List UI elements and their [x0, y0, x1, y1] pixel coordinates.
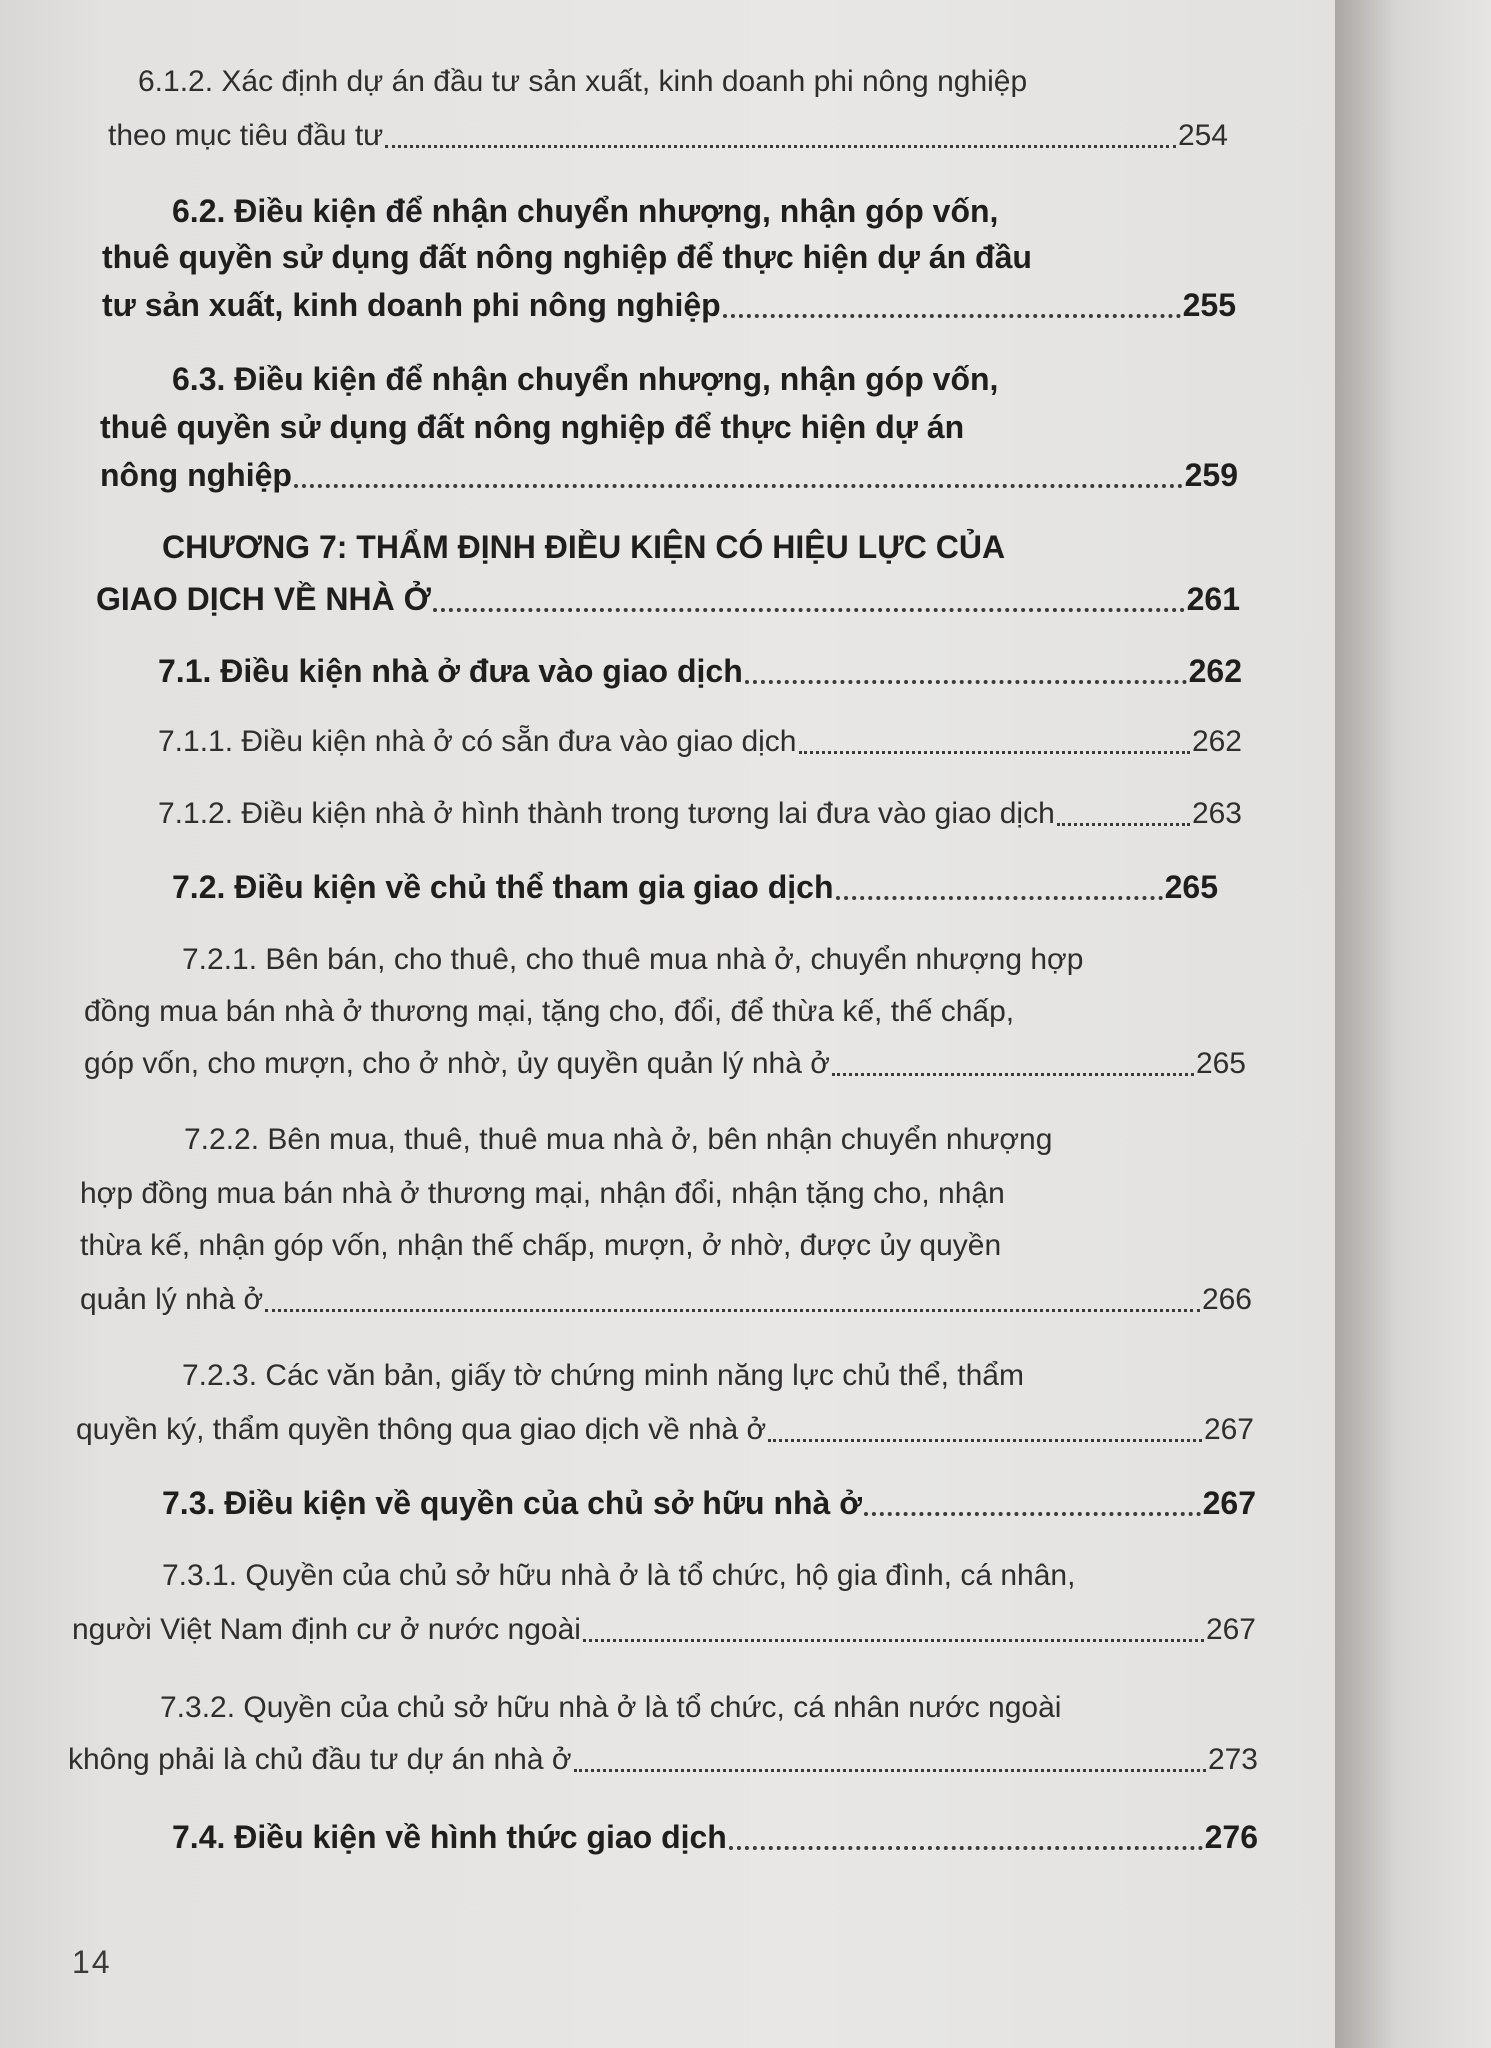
toc-entry-text: theo mục tiêu đầu tư	[108, 119, 384, 152]
dot-leader	[1057, 823, 1190, 826]
toc-entry-text: 6.3. Điều kiện để nhận chuyển nhượng, nhận góp vốn,	[172, 361, 999, 397]
dot-leader	[799, 751, 1190, 754]
toc-leader-line	[172, 866, 1218, 909]
toc-leader-line	[172, 1816, 1258, 1859]
toc-entry-text: góp vốn, cho mượn, cho ở nhờ, ủy quyền quản lý nhà ở	[84, 1047, 830, 1080]
toc-entry-text: 7.3. Điều kiện về quyền của chủ sở hữu nhà ở	[162, 1485, 862, 1521]
toc-leader-line	[72, 1610, 1256, 1651]
toc-page-number: 267	[1205, 1613, 1256, 1646]
toc-leader-line	[76, 1410, 1254, 1451]
toc-entry-text: 7.2.3. Các văn bản, giấy tờ chứng minh năng lực chủ thể, thẩm	[182, 1359, 1024, 1392]
toc-entry-text: thuê quyền sử dụng đất nông nghiệp để thực hiện dự án đầu	[102, 239, 1032, 275]
toc-page-number: 263	[1191, 797, 1242, 830]
toc-entry-text: người Việt Nam định cư ở nước ngoài	[72, 1613, 581, 1646]
dot-leader	[385, 145, 1176, 148]
toc-leader-line	[96, 578, 1240, 621]
toc-page-number: 273	[1207, 1743, 1258, 1776]
toc-leader-line	[158, 650, 1242, 693]
toc-leader-line	[80, 1280, 1252, 1321]
dot-leader	[832, 1073, 1194, 1076]
toc-page-number: 259	[1184, 457, 1238, 493]
toc-entry-text: 7.4. Điều kiện về hình thức giao dịch	[172, 1819, 727, 1855]
dot-leader	[433, 608, 1185, 612]
adjacent-page-edge	[1335, 0, 1491, 2048]
chapter-heading-text: CHƯƠNG 7: THẨM ĐỊNH ĐIỀU KIỆN CÓ HIỆU LỰC CỦA	[162, 529, 1006, 565]
toc-leader-line	[84, 1044, 1246, 1085]
toc-leader-line	[108, 116, 1228, 157]
toc-entry-text: 7.3.1. Quyền của chủ sở hữu nhà ở là tổ chức, hộ gia đình, cá nhân,	[162, 1559, 1076, 1592]
dot-leader	[729, 1846, 1203, 1850]
toc-leader-line	[68, 1740, 1258, 1781]
toc-entry-text: thuê quyền sử dụng đất nông nghiệp để thực hiện dự án	[100, 409, 965, 445]
dot-leader	[768, 1439, 1202, 1442]
toc-page-number: 262	[1191, 725, 1242, 758]
toc-page-number: 265	[1164, 869, 1218, 905]
toc-entry-text: 7.1. Điều kiện nhà ở đưa vào giao dịch	[158, 653, 743, 689]
toc-entry-text: 7.3.2. Quyền của chủ sở hữu nhà ở là tổ chức, cá nhân nước ngoài	[160, 1691, 1062, 1724]
toc-page-number: 265	[1195, 1047, 1246, 1080]
toc-leader-line	[102, 284, 1236, 327]
toc-page-number: 267	[1203, 1413, 1254, 1446]
toc-entry-text: 7.2.2. Bên mua, thuê, thuê mua nhà ở, bên nhận chuyển nhượng	[184, 1123, 1053, 1156]
toc-page-number: 255	[1182, 287, 1236, 323]
toc-entry-text: đồng mua bán nhà ở thương mại, tặng cho, đổi, để thừa kế, thế chấp,	[84, 995, 1015, 1028]
dot-leader	[723, 314, 1181, 318]
dot-leader	[574, 1769, 1206, 1772]
toc-leader-line	[158, 722, 1242, 763]
dot-leader	[583, 1639, 1204, 1642]
toc-leader-line	[100, 454, 1238, 497]
toc-entry-text: 7.2. Điều kiện về chủ thể tham gia giao dịch	[172, 869, 834, 905]
toc-entry-text: hợp đồng mua bán nhà ở thương mại, nhận đổi, nhận tặng cho, nhận	[80, 1177, 1005, 1210]
dot-leader	[265, 1309, 1200, 1312]
toc-leader-line	[162, 1482, 1256, 1525]
toc-page-number: 266	[1201, 1283, 1252, 1316]
toc-entry-text: 7.2.1. Bên bán, cho thuê, cho thuê mua nhà ở, chuyển nhượng hợp	[182, 943, 1084, 976]
chapter-heading-text: GIAO DỊCH VỀ NHÀ Ở	[96, 581, 431, 617]
toc-entry-text: 7.1.1. Điều kiện nhà ở có sẵn đưa vào giao dịch	[158, 725, 797, 758]
dot-leader	[836, 896, 1163, 900]
toc-page-number: 262	[1188, 653, 1242, 689]
page-number: 14	[72, 1944, 112, 1980]
toc-leader-line	[158, 794, 1242, 835]
dot-leader	[745, 680, 1187, 684]
toc-entry-text: quyền ký, thẩm quyền thông qua giao dịch về nhà ở	[76, 1413, 767, 1446]
toc-page-number: 276	[1204, 1819, 1258, 1855]
toc-page-number: 267	[1202, 1485, 1256, 1521]
toc-entry-text: 7.1.2. Điều kiện nhà ở hình thành trong tương lai đưa vào giao dịch	[158, 797, 1055, 830]
toc-entry-text: thừa kế, nhận góp vốn, nhận thế chấp, mượn, ở nhờ, được ủy quyền	[80, 1229, 1002, 1262]
dot-leader	[294, 484, 1183, 488]
toc-page-number: 261	[1186, 581, 1240, 617]
toc-entry-text: 6.1.2. Xác định dự án đầu tư sản xuất, kinh doanh phi nông nghiệp	[138, 65, 1028, 98]
toc-entry-text: không phải là chủ đầu tư dự án nhà ở	[68, 1743, 572, 1776]
toc-entry-text: quản lý nhà ở	[80, 1283, 264, 1316]
toc-page-number: 254	[1177, 119, 1228, 152]
toc-entry-text: tư sản xuất, kinh doanh phi nông nghiệp	[102, 287, 721, 323]
dot-leader	[864, 1512, 1201, 1516]
toc-entry-text: nông nghiệp	[100, 457, 292, 493]
toc-entry-text: 6.2. Điều kiện để nhận chuyển nhượng, nhận góp vốn,	[172, 193, 999, 229]
